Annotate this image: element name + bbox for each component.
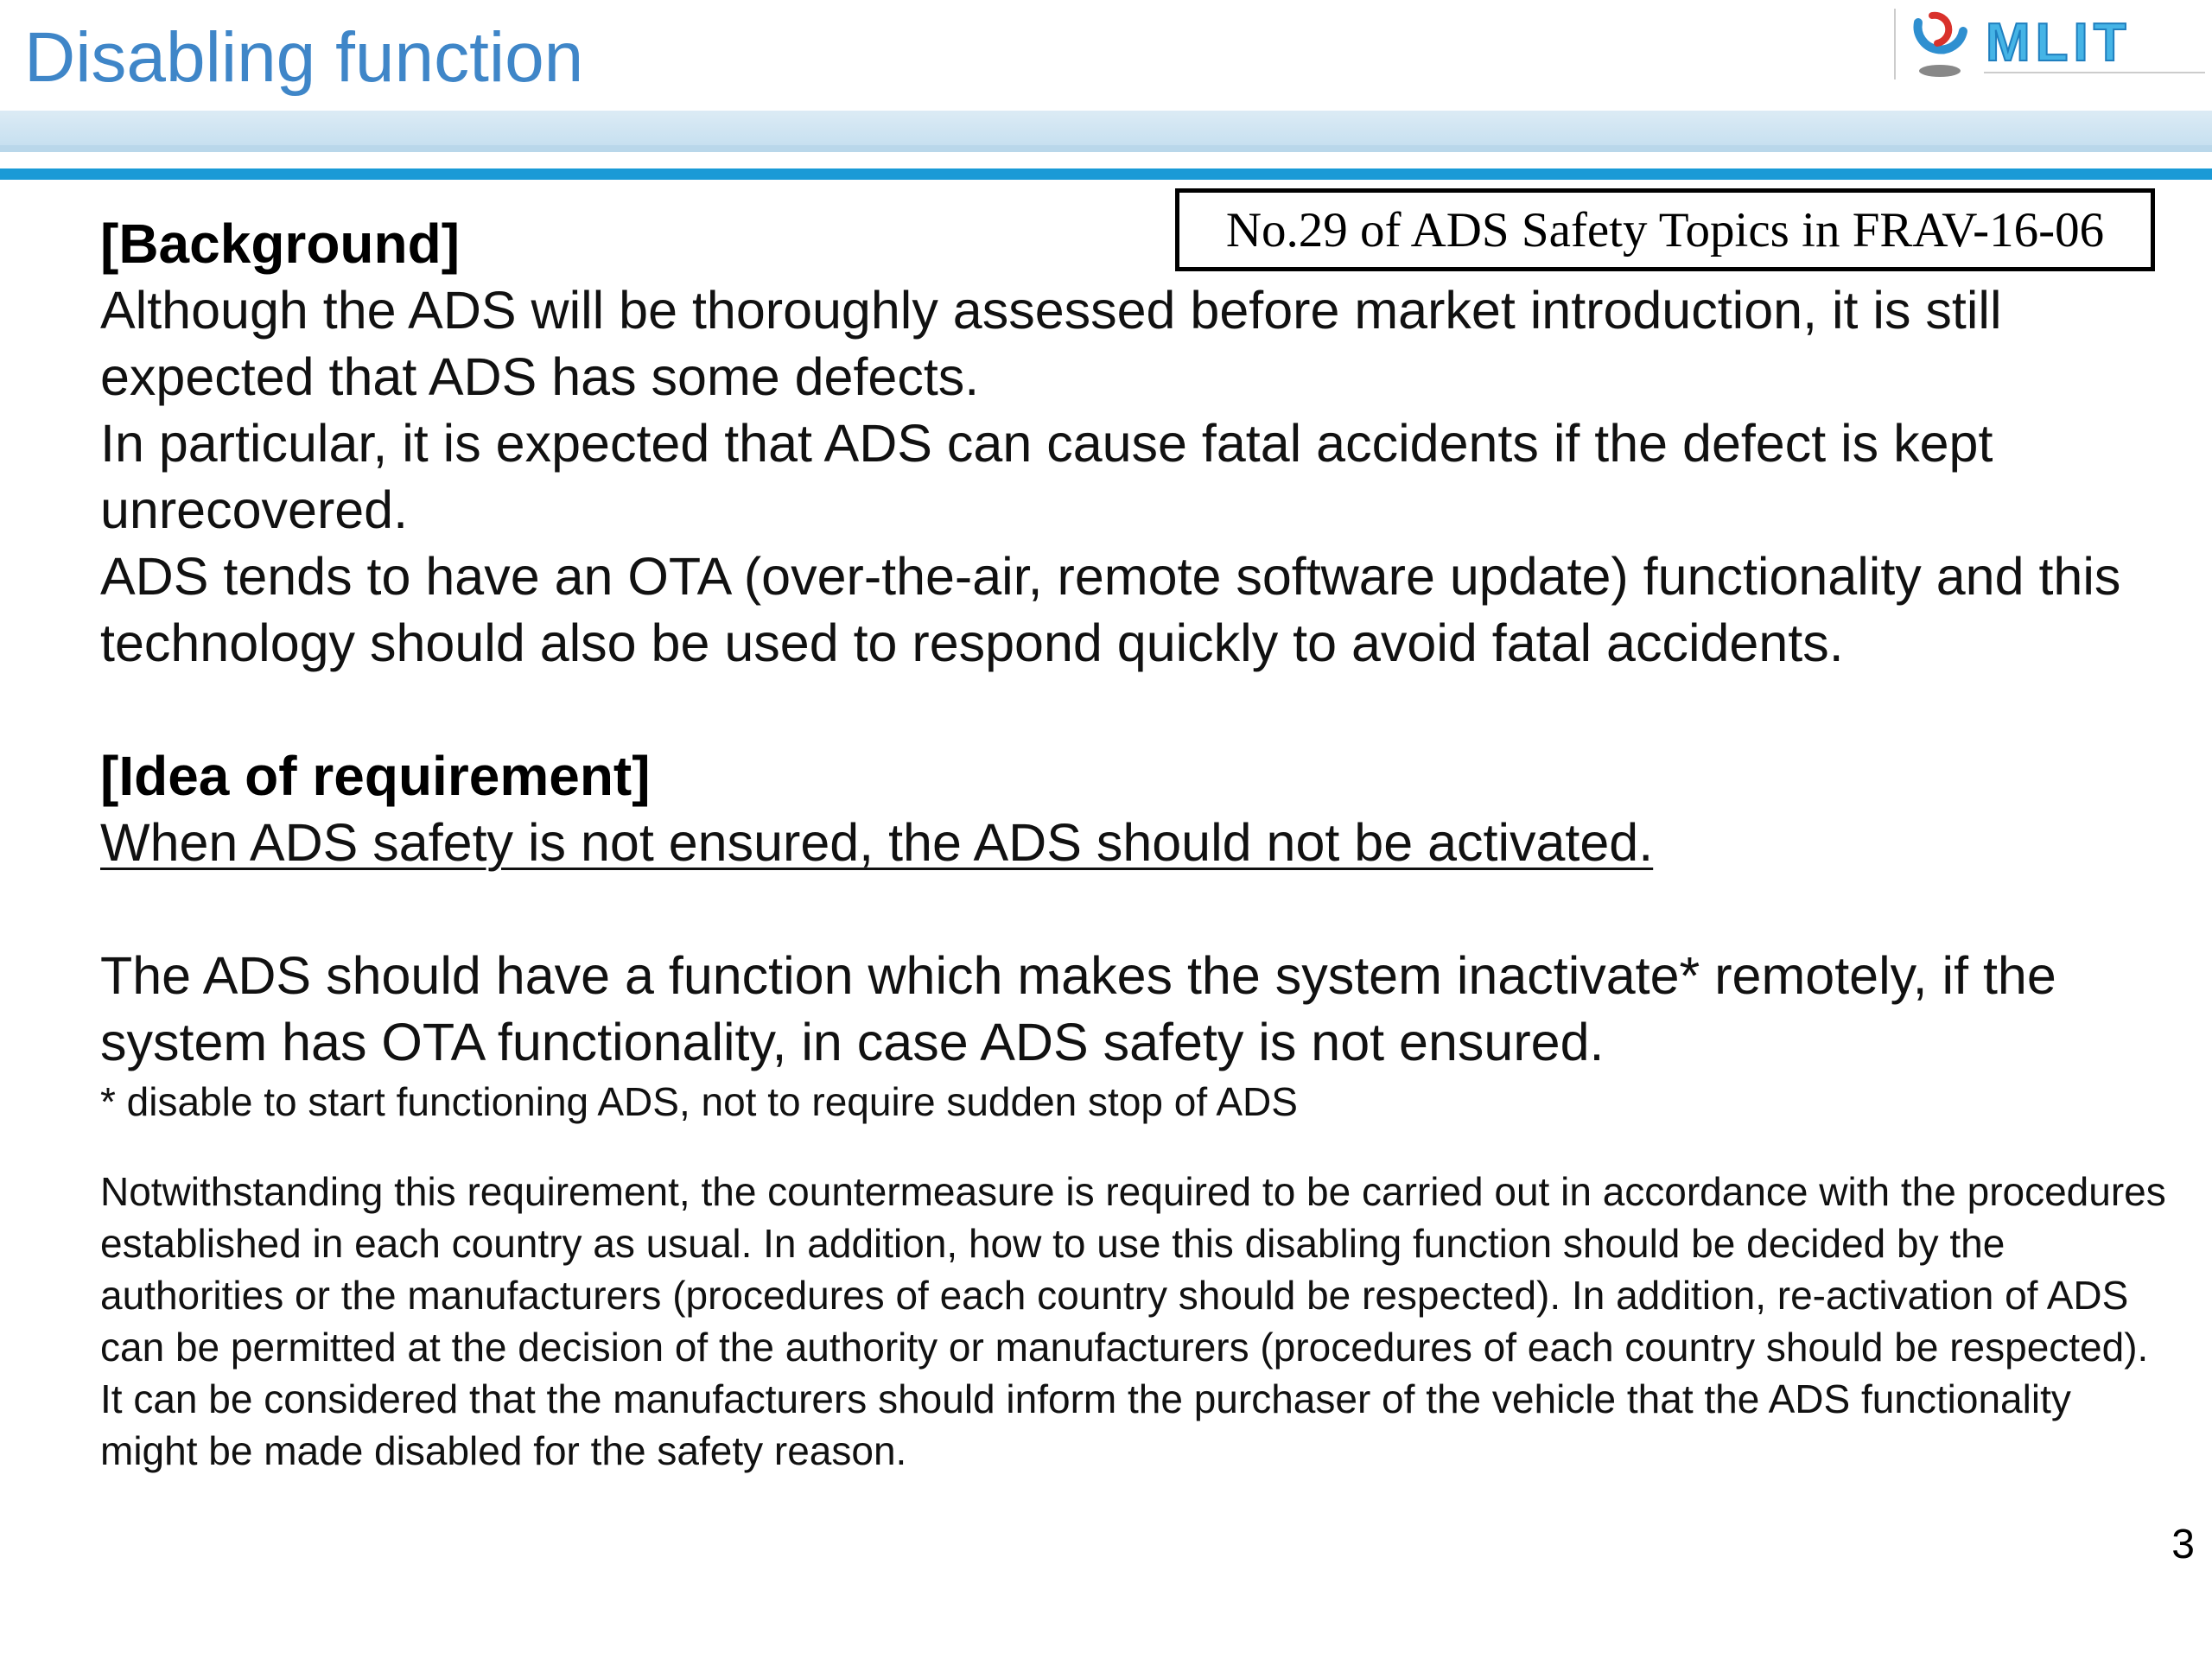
reference-box: No.29 of ADS Safety Topics in FRAV-16-06 <box>1175 188 2155 271</box>
requirement-principle: When ADS safety is not ensured, the ADS should not be activated. <box>100 813 1654 872</box>
header-band-line <box>0 145 2212 152</box>
background-paragraph-3: ADS tends to have an OTA (over-the-air, remote software update) functionality and this technology should also be used to respond quickly to avoid fatal accidents. <box>100 547 2121 672</box>
background-paragraph-1: Although the ADS will be thoroughly assessed before market introduction, it is still expected that ADS has some defects. <box>100 281 2002 406</box>
requirement-footnote: * disable to start functioning ADS, not to require sudden stop of ADS <box>100 1079 1298 1124</box>
spacer <box>100 876 2174 943</box>
slide-title: Disabling function <box>24 18 584 97</box>
requirement-statement: The ADS should have a function which makes the system inactivate* remotely, if the system has OTA functionality, in case ADS safety is not ensured. <box>100 946 2056 1071</box>
svg-text:MLIT: MLIT <box>1986 13 2132 73</box>
spacer <box>100 677 2174 743</box>
slide-content <box>100 211 2174 1477</box>
requirement-paragraph-2: It can be considered that the manufacturers should inform the purchaser of the vehicle that the ADS functionality might be made disabled for the safety reason. <box>100 1376 2071 1473</box>
background-paragraph-2: In particular, it is expected that ADS can cause fatal accidents if the defect is kept unrecovered. <box>100 414 1993 539</box>
header-band <box>0 111 2212 145</box>
mlit-emblem-icon <box>1918 16 1963 77</box>
requirement-heading: [Idea of requirement] <box>100 745 651 807</box>
header-rule <box>0 168 2212 180</box>
spacer <box>100 1128 2174 1166</box>
page-number: 3 <box>2171 1522 2195 1567</box>
mlit-logo <box>1892 5 2208 83</box>
background-heading: [Background] <box>100 213 460 275</box>
requirement-paragraph-1: Notwithstanding this requirement, the countermeasure is required to be carried out in accordance with the procedures established in each country as usual. In addition, how to use this disabling function should be decided by the authorities or the manufacturers (procedures of each country should be respected). In addition, re-activation of ADS can be permitted at the decision of the authority or manufacturers (procedures of each country should be respected). <box>100 1169 2166 1370</box>
